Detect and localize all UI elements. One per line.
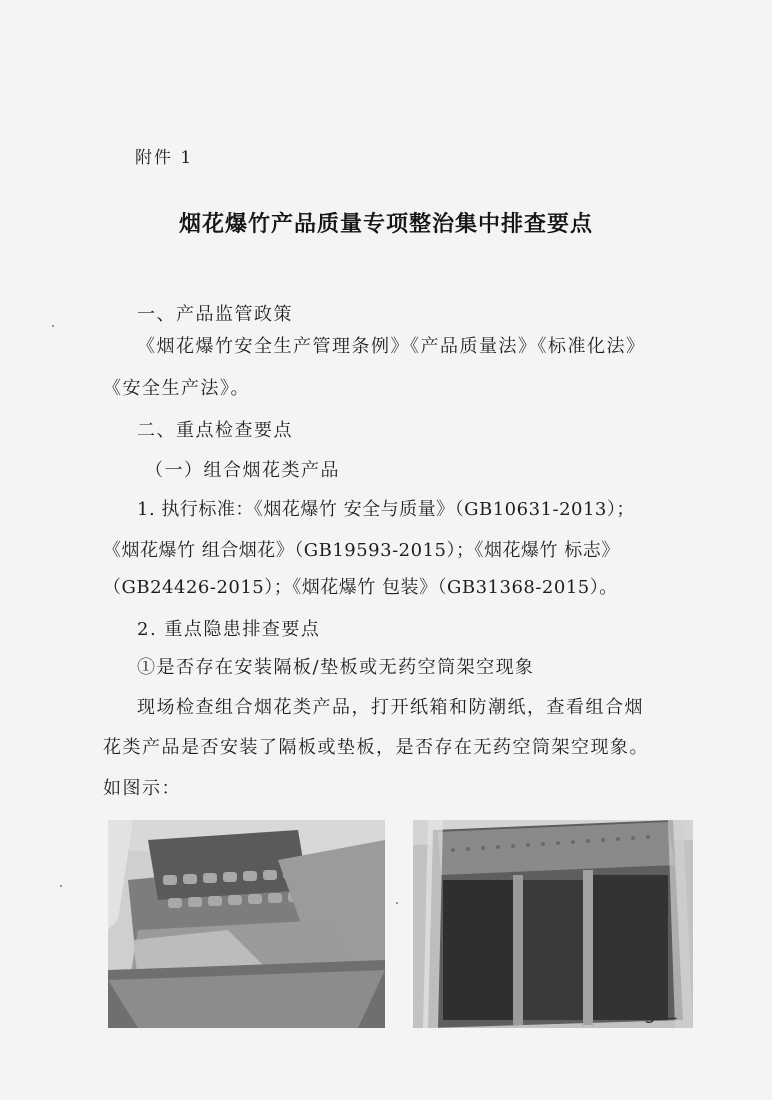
page-number: — 3 — [622, 1008, 678, 1028]
scan-speck [52, 325, 54, 327]
section2-subheading: （一）组合烟花类产品 [145, 460, 340, 481]
section2-heading: 二、重点检查要点 [137, 420, 293, 441]
section1-line2: 《安全生产法》。 [103, 378, 250, 399]
point1-heading: ①是否存在安装隔板/垫板或无药空筒架空现象 [137, 657, 535, 678]
section1-line1: 《烟花爆竹安全生产管理条例》《产品质量法》《标准化法》 [137, 336, 646, 357]
desc-line3: 如图示： [103, 778, 181, 799]
section1-heading: 一、产品监管政策 [137, 304, 293, 325]
scan-speck [60, 885, 62, 887]
standards-line2: 《烟花爆竹 组合烟花》（GB19593-2015）；《烟花爆竹 标志》 [103, 540, 620, 561]
desc-line1: 现场检查组合烟花类产品，打开纸箱和防潮纸，查看组合烟 [137, 697, 644, 718]
photo-wrapped-stack [413, 820, 693, 1028]
photo-carton-open [108, 820, 385, 1028]
document-title: 烟花爆竹产品质量专项整治集中排查要点 [178, 212, 593, 237]
standards-line1: 1. 执行标准：《烟花爆竹 安全与质量》（GB10631-2013）； [137, 499, 635, 520]
attachment-label: 附件 1 [135, 148, 194, 168]
desc-line2: 花类产品是否安装了隔板或垫板，是否存在无药空筒架空现象。 [103, 737, 649, 758]
standards-line3: （GB24426-2015）；《烟花爆竹 包装》（GB31368-2015）。 [103, 577, 618, 598]
scan-speck [396, 902, 398, 904]
item2-heading: 2. 重点隐患排查要点 [137, 619, 321, 640]
